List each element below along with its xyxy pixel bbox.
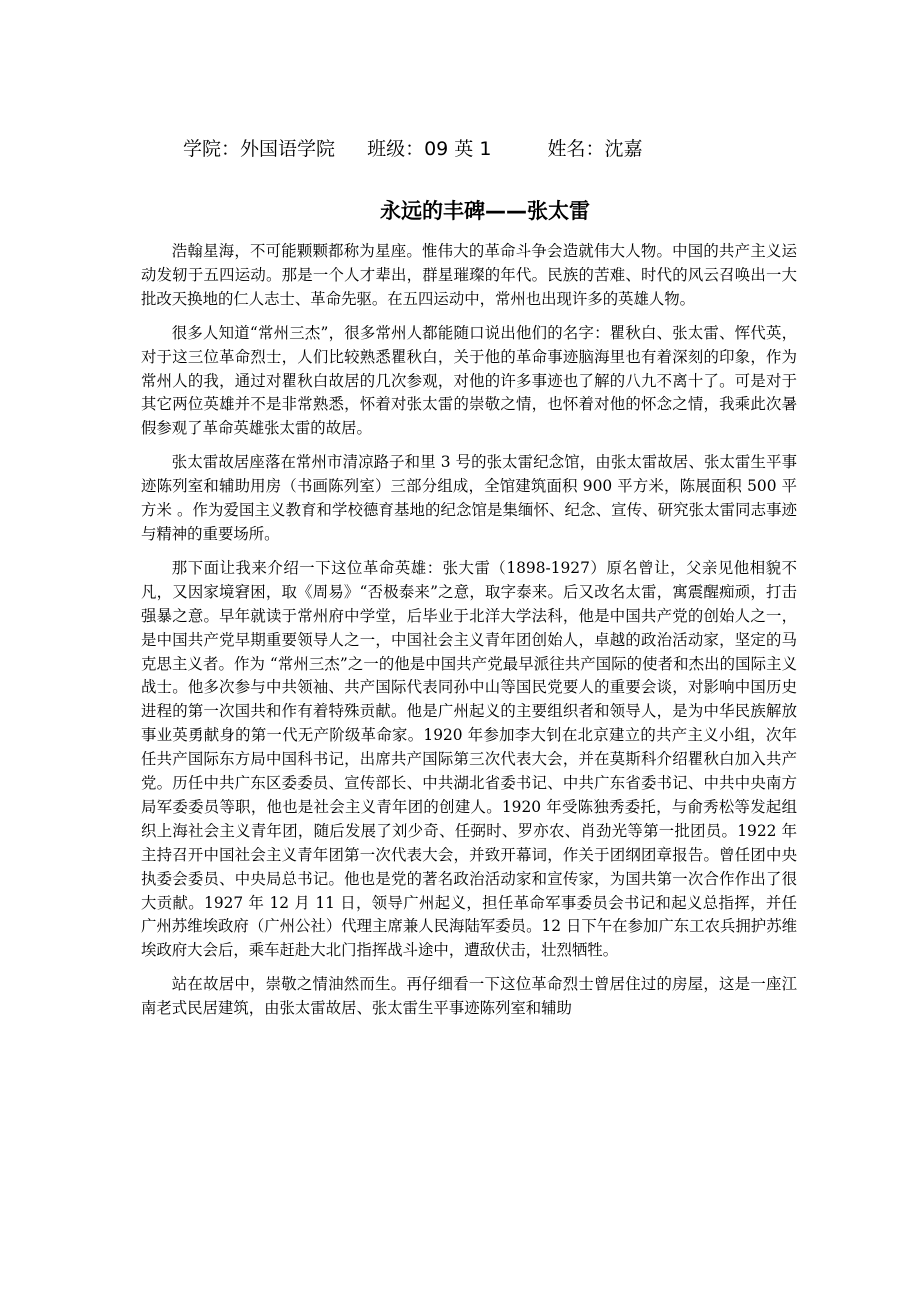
name-label: 姓名：沈嘉 bbox=[547, 138, 643, 160]
paragraph-5: 站在故居中，崇敬之情油然而生。再仔细看一下这位革命烈士曾居住过的房屋，这是一座江南老式民居建筑，由张太雷故居、张太雷生平事迹陈列室和辅助 bbox=[141, 975, 797, 1018]
paragraph-2: 很多人知道“常州三杰”，很多常州人都能随口说出他们的名字：瞿秋白、张太雷、恽代英，对于这三位革命烈士，人们比较熟悉瞿秋白，关于他的革命事迹脑海里也有着深刻的印象，作为常州人的我，通过对瞿秋白故居的几次参观，对他的许多事迹也了解的八九不离十了。可是对于其它两位英雄并不是非常熟悉，怀着对张太雷的崇敬之情，也怀着对他的怀念之情，我乘此次暑假参观了革命英雄张太雷的故居。 bbox=[141, 323, 797, 438]
paragraph-1: 浩翰星海，不可能颗颗都称为星座。惟伟大的革命斗争会造就伟大人物。中国的共产主义运动发轫于五四运动。那是一个人才辈出，群星璀璨的年代。民族的苦难、时代的风云召唤出一大批改天换地的仁人志士、革命先驱。在五四运动中，常州也出现许多的英雄人物。 bbox=[141, 242, 797, 308]
student-info-line bbox=[183, 136, 642, 162]
paragraph-3: 张太雷故居座落在常州市清凉路子和里 3 号的张太雷纪念馆，由张太雷故居、张太雷生平事迹陈列室和辅助用房（书画陈列室）三部分组成，全馆建筑面积 900 平方米，陈展面积 500 平方米 。作为爱国主义教育和学校德育基地的纪念馆是集缅怀、纪念、宣传、研究张太雷同志事迹与精神的重要场所。 bbox=[141, 453, 797, 543]
document-title: 永远的丰碑——张太雷 bbox=[380, 199, 590, 223]
paragraph-4: 那下面让我来介绍一下这位革命英雄：张大雷（1898-1927）原名曾让，父亲见他相貌不凡，又因家境窘困，取《周易》“否极泰来”之意，取字泰来。后又改名太雷，寓震醒痴顽，打击强暴之意。早年就读于常州府中学堂，后毕业于北洋大学法科，他是中国共产党的创始人之一，是中国共产党早期重要领导人之一，中国社会主义青年团创始人，卓越的政治活动家，坚定的马克思主义者。作为 “常州三杰”之一的他是中国共产党最早派往共产国际的使者和杰出的国际主义战士。他多次参与中共领袖、共产国际代表同孙中山等国民党要人的重要会谈，对影响中国历史进程的第一次国共和作有着特殊贡献。他是广州起义的主要组织者和领导人，是为中华民族解放事业英勇献身的第一代无产阶级革命家。1920 年参加李大钊在北京建立的共产主义小组，次年任共产国际东方局中国科书记，出席共产国际第三次代表大会，并在莫斯科介绍瞿秋白加入共产党。历任中共广东区委委员、宣传部长、中共湖北省委书记、中共广东省委书记、中共中央南方局军委委员等职，他也是社会主义青年团的创建人。1920 年受陈独秀委托，与俞秀松等发起组织上海社会主义青年团，随后发展了刘少奇、任弼时、罗亦农、肖劲光等第一批团员。1922 年主持召开中国社会主义青年团第一次代表大会，并致开幕词，作关于团纲团章报告。曾任团中央执委会委员、中央局总书记。他也是党的著名政治活动家和宣传家，为国共第一次合作作出了很大贡献。1927 年 12 月 11 日，领导广州起义，担任革命军事委员会书记和起义总指挥，并任广州苏维埃政府（广州公社）代理主席兼人民海陆军委员。12 日下午在参加广东工农兵拥护苏维埃政府大会后，乘车赶赴大北门指挥战斗途中，遭敌伏击，壮烈牺牲。 bbox=[141, 558, 797, 960]
college-label: 学院：外国语学院 bbox=[183, 138, 336, 160]
essay-body bbox=[141, 240, 797, 1031]
class-label: 班级：09 英 1 bbox=[367, 138, 492, 160]
